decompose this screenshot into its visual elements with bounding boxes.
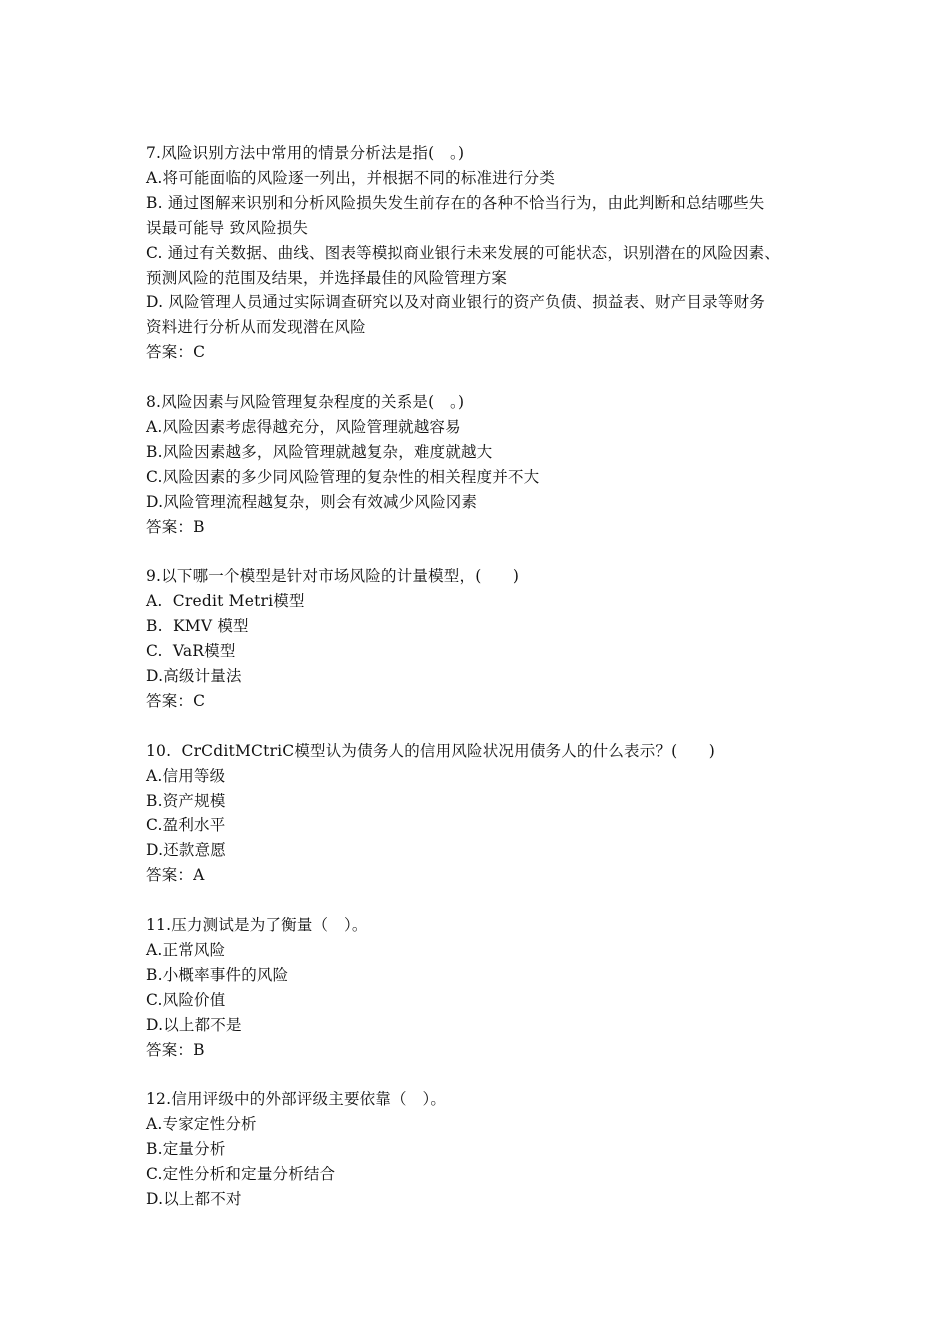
question-7-option-d-line-1: D. 风险管理人员通过实际调查研究以及对商业银行的资产负债、损益表、财产目录等财务: [146, 293, 765, 312]
question-11-option-c: C.风险价值: [146, 990, 226, 1009]
question-10-option-a: A.信用等级: [146, 766, 226, 785]
question-10-option-d: D.还款意愿: [146, 841, 227, 860]
question-9-answer: 答案：C: [146, 691, 206, 710]
question-10-option-c: C.盈利水平: [146, 816, 226, 835]
question-document: [146, 141, 826, 1212]
question-9-option-b: B. KMV 模型: [146, 617, 249, 636]
question-9-option-c: C. VaR模型: [146, 642, 236, 661]
question-7-answer: 答案：C: [146, 343, 206, 362]
question-12-option-a: A.专家定性分析: [146, 1115, 257, 1134]
question-11-answer: 答案：B: [146, 1040, 205, 1059]
question-7-option-b-line-1: B. 通过图解来识别和分析风险损失发生前存在的各种不恰当行为，由此判断和总结哪些失: [146, 193, 765, 212]
question-12-option-c: C.定性分析和定量分析结合: [146, 1165, 336, 1184]
question-11-option-d: D.以上都不是: [146, 1015, 242, 1034]
question-7-option-b-line-2: 误最可能导 致风险损失: [146, 218, 309, 237]
question-10-answer: 答案：A: [146, 866, 205, 885]
spacer: [146, 539, 826, 564]
question-7-text: 7.风险识别方法中常用的情景分析法是指( 。): [146, 144, 465, 162]
question-11-text: 11.压力测试是为了衡量（ ）。: [146, 916, 368, 935]
question-7-option-c-line-2: 预测风险的范围及结果，并选择最佳的风险管理方案: [146, 268, 508, 287]
question-8-answer: 答案：B: [146, 517, 205, 536]
spacer: [146, 888, 826, 913]
question-11-option-b: B.小概率事件的风险: [146, 965, 289, 984]
question-8-option-b: B.风险因素越多，风险管理就越复杂，难度就越大: [146, 442, 493, 461]
question-9-text: 9.以下哪一个模型是针对市场风险的计量模型，( ): [146, 567, 520, 586]
question-8-option-c: C.风险因素的多少同风险管理的复杂性的相关程度并不大: [146, 467, 540, 486]
question-12-option-b: B.定量分析: [146, 1140, 226, 1159]
spacer: [146, 365, 826, 390]
question-11-option-a: A.正常风险: [146, 940, 226, 959]
question-7-option-c-line-1: C. 通过有关数据、曲线、图表等模拟商业银行未来发展的可能状态，识别潜在的风险因素、: [146, 243, 781, 262]
question-10-option-b: B.资产规模: [146, 791, 226, 810]
question-9-option-d: D.高级计量法: [146, 667, 242, 685]
spacer: [146, 714, 826, 739]
question-7-option-a: A.将可能面临的风险逐一列出，并根据不同的标准进行分类: [146, 168, 556, 187]
question-12-text: 12.信用评级中的外部评级主要依靠（ ）。: [146, 1090, 447, 1109]
question-8-text: 8.风险因素与风险管理复杂程度的关系是( 。): [146, 393, 465, 412]
question-8-option-d: D.风险管理流程越复杂，则会有效减少风险冈素: [146, 492, 478, 511]
question-12-option-d: D.以上都不对: [146, 1189, 242, 1208]
question-8-option-a: A.风险因素考虑得越充分，风险管理就越容易: [146, 417, 461, 436]
spacer: [146, 1062, 826, 1087]
question-10-text: 10. CrCditMCtriC模型认为债务人的信用风险状况用债务人的什么表示？( ): [146, 741, 716, 760]
question-9-option-a: A. Credit Metri模型: [146, 592, 305, 611]
question-7-option-d-line-2: 资料进行分析从而发现潜在风险: [146, 318, 366, 337]
